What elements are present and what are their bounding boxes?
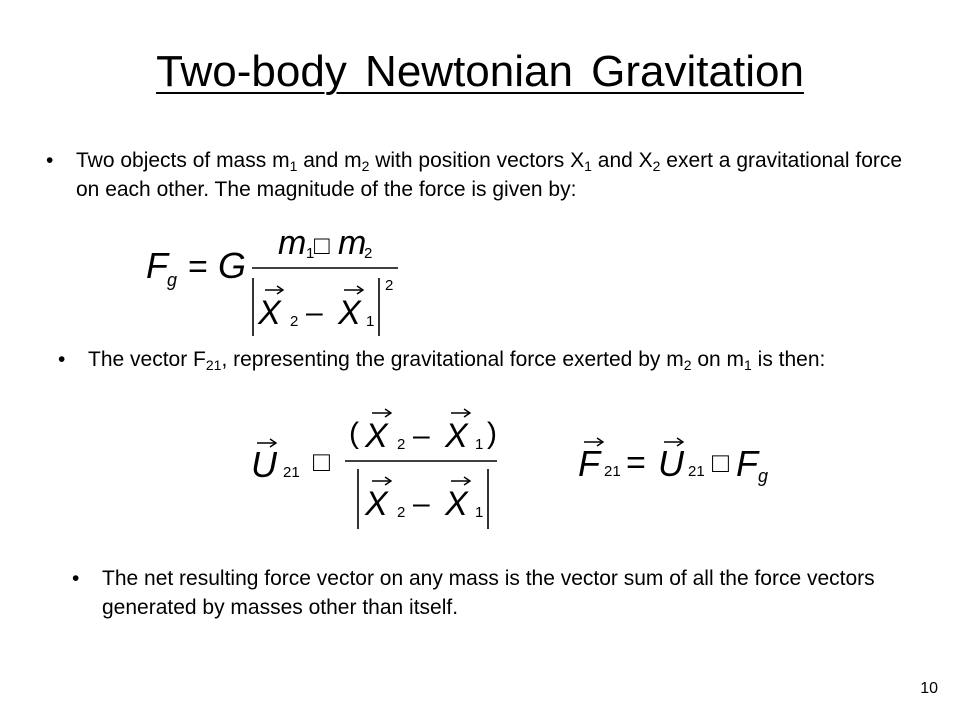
eq-X2-num: X <box>365 417 388 455</box>
eq-Fg: F <box>736 443 758 484</box>
text-segment: with position vectors X <box>369 149 585 172</box>
eq-X1-num: X <box>445 417 468 455</box>
eq-minus: – <box>306 296 323 329</box>
subscript: 2 <box>361 158 370 174</box>
bullet-vector-definition <box>58 345 918 374</box>
equation-unit-vector <box>245 405 520 535</box>
equation-force-magnitude <box>140 218 420 343</box>
eq-U: U <box>251 444 277 485</box>
eq-m2: m <box>338 224 367 262</box>
eq-X1-subscript: 1 <box>366 313 375 330</box>
text-segment: Two objects of mass m <box>76 149 290 172</box>
text-segment: and m <box>297 149 362 172</box>
eq-U21: U <box>658 443 684 484</box>
bullet-marker: • <box>58 348 66 371</box>
bullet-net-force <box>72 564 928 622</box>
eq-exponent: 2 <box>385 277 394 294</box>
eq-F21-subscript: 21 <box>604 463 621 480</box>
text-segment: is then: <box>751 348 826 371</box>
eq-X2-den: X <box>365 485 388 523</box>
eq-X2: X <box>258 294 281 332</box>
eq-g-subscript: g <box>167 270 178 290</box>
eq-X2-num-subscript: 2 <box>397 436 406 453</box>
text-segment: , representing the gravitational force exerted by m <box>221 348 684 371</box>
text-segment: exert a gravitational force on each other. The magnitude of the force is given by: <box>76 149 903 201</box>
bullet-marker: • <box>46 149 54 172</box>
eq-X2-den-subscript: 2 <box>397 504 406 521</box>
eq-product-box: □ <box>314 230 330 260</box>
eq-minus-num: – <box>413 419 430 452</box>
eq-U21-subscript: 21 <box>688 463 705 480</box>
eq-F21: F <box>578 443 600 484</box>
subscript: 21 <box>205 357 222 373</box>
eq-U-subscript: 21 <box>283 464 300 481</box>
equation-force-vector <box>570 430 785 490</box>
subscript: 1 <box>584 158 592 174</box>
subscript: 1 <box>289 158 298 174</box>
page-number: 10 <box>920 680 938 697</box>
bullet-mass-definition <box>46 146 916 204</box>
eq-G: G <box>218 245 247 286</box>
text-segment: on m <box>691 348 745 371</box>
eq-X1-den: X <box>445 485 468 523</box>
eq-Fg-subscript: g <box>758 466 769 486</box>
eq-product-box: □ <box>712 447 729 478</box>
eq-X1-den-subscript: 1 <box>475 504 484 521</box>
eq-m2-subscript: 2 <box>364 245 373 262</box>
text-segment: and X <box>591 149 653 172</box>
eq-equals: = <box>626 444 646 482</box>
eq-X1: X <box>338 294 361 332</box>
eq-lparen: ( <box>349 417 359 450</box>
eq-X2-subscript: 2 <box>290 313 299 330</box>
text-segment: The net resulting force vector on any mass is the vector sum of all the force vectors generated by masses other than itself. <box>102 567 875 619</box>
text-segment: The vector F <box>88 348 206 371</box>
eq-F: F <box>146 245 168 286</box>
eq-m1: m <box>278 224 307 262</box>
eq-m1-subscript: 1 <box>306 245 315 262</box>
subscript: 2 <box>652 158 661 174</box>
eq-minus-den: – <box>413 487 430 520</box>
eq-X1-num-subscript: 1 <box>475 436 484 453</box>
eq-rparen: ) <box>487 417 497 450</box>
slide-title: Two-body Newtonian Gravitation <box>156 47 804 96</box>
subscript: 1 <box>744 357 752 373</box>
subscript: 2 <box>683 357 692 373</box>
bullet-marker: • <box>72 567 80 590</box>
eq-equals: = <box>188 248 208 286</box>
eq-defined-box: □ <box>313 446 330 477</box>
